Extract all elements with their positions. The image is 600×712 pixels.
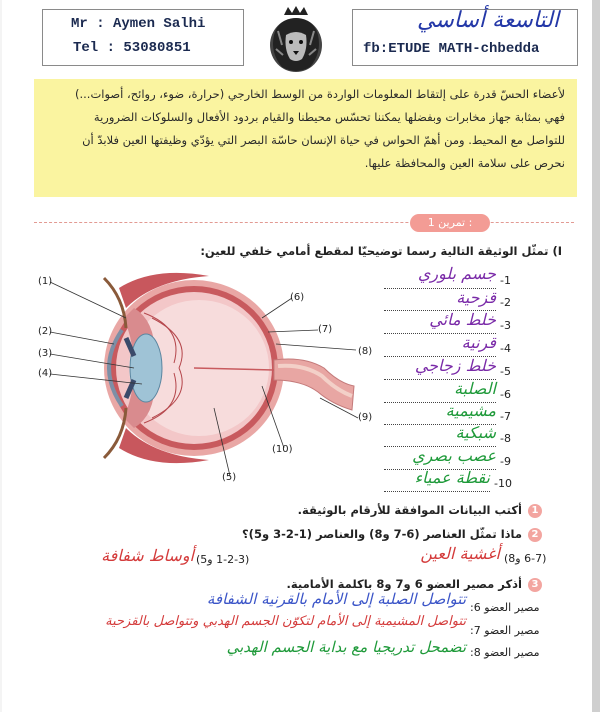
fate-7-label: مصير العضو 7: — [470, 624, 540, 637]
answer-num-3: -3 — [500, 319, 511, 332]
question-1: أكتب البيانات الموافقة للأرقام بالوثيقة. — [297, 503, 522, 517]
question-number-1: 1 — [528, 504, 542, 518]
q2-a-answer: أغشية العين — [420, 544, 500, 563]
answer-8: شبكية — [455, 423, 496, 442]
answer-num-5: -5 — [500, 365, 511, 378]
answer-6: الصلبة — [454, 379, 496, 398]
answer-10: نقطة عمياء — [414, 468, 490, 487]
eye-diagram — [34, 268, 364, 488]
diagram-label-9: (9) — [358, 412, 373, 423]
exercise-instruction: I) تمثّل الوثيقة التالية رسما توضيحيّا لمقطع أمامي خلفي للعين: — [200, 244, 562, 258]
section-divider — [34, 222, 574, 224]
intro-line-4: نحرص على سلامة العين والمحافظة عليها. — [364, 156, 565, 170]
diagram-label-4: (4) — [38, 368, 53, 379]
fate-6-answer: تتواصل الصلبة إلى الأمام بالقرنية الشفافة — [206, 590, 466, 608]
q2-b-label: (1-2-3 و5) — [196, 553, 250, 566]
diagram-label-3: (3) — [38, 348, 53, 359]
answer-1: جسم بلوري — [417, 264, 496, 283]
answer-9: عصب بصري — [412, 446, 496, 465]
lion-logo-icon — [256, 5, 336, 75]
answer-num-9: -9 — [500, 455, 511, 468]
q2-a-label: (6-7 و8) — [504, 552, 547, 565]
answer-2: قزحية — [456, 288, 496, 307]
answer-num-2: -2 — [500, 296, 511, 309]
answer-3: خلط مائي — [429, 310, 496, 329]
question-number-3: 3 — [528, 578, 542, 592]
answer-7: مشيمية — [445, 401, 496, 420]
level-title: التاسعة أساسي — [416, 8, 559, 33]
answer-num-1: -1 — [500, 274, 511, 287]
fate-7-answer: تتواصل المشيمية إلى الأمام لتكوّن الجسم الهدبي وتتواصل بالقزحية — [105, 614, 466, 629]
question-2: ماذا تمثّل العناصر (6-7 و8) والعناصر (1-2-3 و5)؟ — [242, 527, 522, 541]
fate-8-label: مصير العضو 8: — [470, 646, 540, 659]
teacher-info-box — [42, 9, 244, 66]
diagram-label-1: (1) — [38, 276, 53, 287]
facebook-page: fb:ETUDE MATH-chbedda — [363, 41, 540, 57]
answer-num-7: -7 — [500, 410, 511, 423]
fate-8-answer: تضمحل تدريجيا مع بداية الجسم الهدبي — [226, 638, 466, 656]
answer-num-8: -8 — [500, 432, 511, 445]
intro-line-2: فهي بمثابة جهاز مخابرات وبفضلها يمكننا تحسّس محيطنا والقيام بردود الأفعال والسلوكات الضرورية — [93, 110, 565, 124]
answer-num-4: -4 — [500, 342, 511, 355]
teacher-phone: Tel : 53080851 — [73, 40, 191, 56]
diagram-label-2: (2) — [38, 326, 53, 337]
question-number-2: 2 — [528, 528, 542, 542]
teacher-name: Mr : Aymen Salhi — [71, 16, 206, 32]
answer-line-10 — [384, 491, 490, 492]
intro-line-1: لأعضاء الحسّ قدرة على إلتقاط المعلومات الواردة من الوسط الخارجي (حرارة، ضوء، روائح، أصوات...) — [74, 87, 565, 101]
page-edge — [592, 0, 600, 712]
diagram-label-5: (5) — [222, 472, 237, 483]
fate-6-label: مصير العضو 6: — [470, 601, 540, 614]
intro-box — [34, 79, 577, 197]
answer-num-10: -10 — [494, 477, 512, 490]
lens-shape — [130, 334, 162, 402]
level-box — [352, 9, 578, 66]
diagram-label-7: (7) — [318, 324, 333, 335]
diagram-label-6: (6) — [290, 292, 305, 303]
answer-4: قرنية — [461, 333, 496, 352]
intro-line-3: للتواصل مع المحيط. ومن أهمّ الحواس في حياة الإنسان حاسّة البصر التي يؤدّي وظيفتها العين فلابدّ أن — [82, 133, 565, 147]
diagram-label-8: (8) — [358, 346, 373, 357]
exercise-tab: تمرين 1 : — [410, 214, 490, 232]
diagram-label-10: (10) — [272, 444, 293, 455]
answer-5: خلط زجاجي — [414, 356, 496, 375]
answer-num-6: -6 — [500, 388, 511, 401]
question-3: أذكر مصير العضو 6 و7 و8 باكلمة الأمامية. — [286, 577, 522, 591]
q2-b-answer: أوساط شفافة — [101, 546, 194, 565]
